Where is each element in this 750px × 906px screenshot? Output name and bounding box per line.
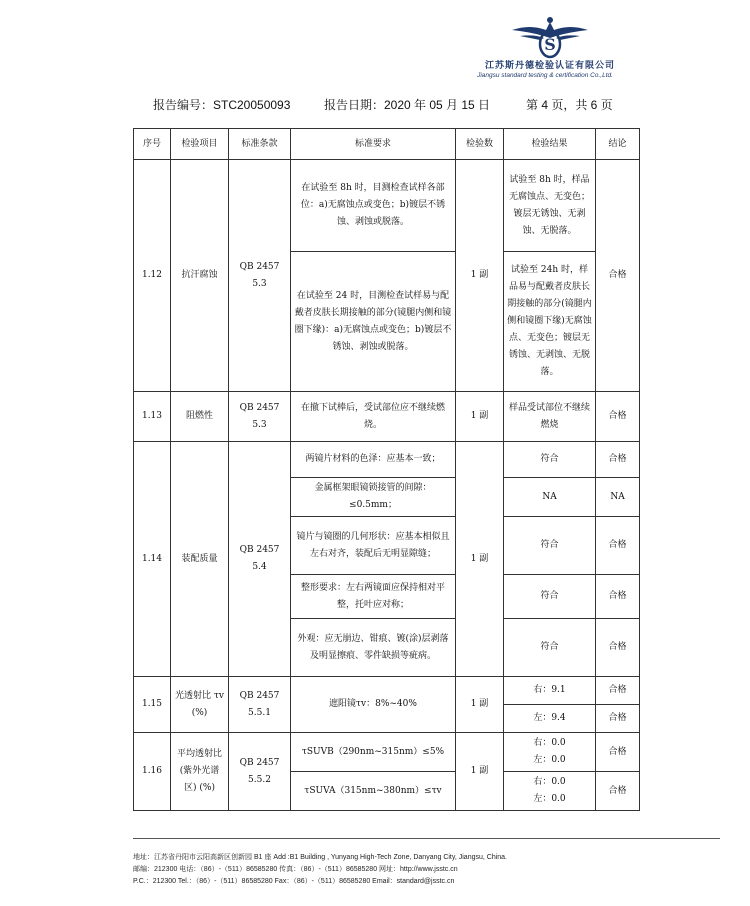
row-result-right: 右：9.1 [504,677,596,705]
row-result: 样品受试部位不继续燃烧 [504,392,596,442]
inspection-table [133,128,640,811]
row-result-left: 左：0.0 [533,755,566,765]
header-conclusion: 结论 [596,129,640,160]
row-conclusion: 合格 [596,733,640,772]
table-row [134,733,640,772]
row-conclusion: 合格 [596,619,640,677]
row-result: 符合 [504,619,596,677]
row-item: 抗汗腐蚀 [171,160,229,392]
eagle-logo-icon [510,8,590,63]
page-number: 第 4 页，共 6 页 [526,98,613,112]
row-no: 1.13 [134,392,171,442]
row-requirement: τSUVA（315nm~380nm）≤τv [291,772,456,811]
header-clause: 标准条款 [229,129,291,160]
row-clause: QB 2457 5.5.2 [229,733,291,811]
row-conclusion: 合格 [596,392,640,442]
row-no: 1.15 [134,677,171,733]
row-requirement: 金属框架眼镜锁接管的间隙：≤0.5mm； [291,478,456,517]
footer-contact-cn: 邮编：212300 电话：（86）-（511）86585280 传真：（86）-（511）86585280 网址：http://www.jsstc.cn [133,866,458,873]
header-count: 检验数 [456,129,504,160]
row-result: 试验至 24h 时，样品易与配戴者皮肤长期接触的部分(镜腿内侧和镜圈下缘)无腐蚀点、无变色；镀层无锈蚀、无剥蚀、无脱落。 [504,252,596,392]
row-item: 阻燃性 [171,392,229,442]
row-item: 装配质量 [171,442,229,677]
row-count: 1 副 [456,442,504,677]
row-result-right: 右：0.0 [533,777,566,787]
footer-address: 地址：江苏省丹阳市云阳高新区创新园 B1 座 Add :B1 Building , Yunyang High-Tech Zone, Danyang City, Jiangsu, China. [133,854,508,861]
row-requirement: 外观：应无崩边、钳痕、镀(涂)层剥落及明显擦痕、零件缺损等疵病。 [291,619,456,677]
row-requirement: 在撤下试棒后，受试部位应不继续燃烧。 [291,392,456,442]
row-result: 试验至 8h 时，样品无腐蚀点、无变色；镀层无锈蚀、无剥蚀、无脱落。 [504,160,596,252]
company-name-en: Jiangsu standard testing & certification Co.,Ltd. [477,72,613,79]
svg-text:S: S [544,35,556,54]
row-conclusion: 合格 [596,160,640,392]
header-item: 检验项目 [171,129,229,160]
table-row [134,442,640,478]
table-row [134,677,640,705]
row-no: 1.16 [134,733,171,811]
row-conclusion: 合格 [596,772,640,811]
row-count: 1 副 [456,160,504,392]
row-result-left: 左：0.0 [533,794,566,804]
row-result [504,733,596,772]
row-result [504,772,596,811]
footer-divider [133,838,720,839]
row-no: 1.14 [134,442,171,677]
row-item: 平均透射比(紫外光谱区) (%) [171,733,229,811]
row-result: NA [504,478,596,517]
header-result: 检验结果 [504,129,596,160]
row-requirement: 在试验至 8h 时，目测检查试样各部位：a)无腐蚀点或变色；b)镀层不锈蚀、剥蚀或脱落。 [291,160,456,252]
row-requirement: 两镜片材料的色泽：应基本一致； [291,442,456,478]
row-item: 光透射比 τv (%) [171,677,229,733]
table-row [134,160,640,252]
row-conclusion: 合格 [596,517,640,575]
row-requirement: 遮阳镜τv：8%~40% [291,677,456,733]
row-requirement: 镜片与镜圈的几何形状：应基本相似且左右对齐，装配后无明显隙缝； [291,517,456,575]
row-conclusion: 合格 [596,442,640,478]
report-date: 报告日期：2020 年 05 月 15 日 [324,98,491,112]
row-no: 1.12 [134,160,171,392]
row-clause: QB 2457 5.5.1 [229,677,291,733]
row-requirement: 在试验至 24 时，目测检查试样易与配戴者皮肤长期接触的部分(镜腿内侧和镜圈下缘)：a)无腐蚀点或变色；b)镀层不锈蚀、剥蚀或脱落。 [291,252,456,392]
row-count: 1 副 [456,677,504,733]
row-requirement: τSUVB（290nm~315nm）≤5% [291,733,456,772]
company-name-cn: 江苏斯丹德检验认证有限公司 [484,61,615,71]
row-result: 符合 [504,575,596,619]
row-conclusion: 合格 [596,705,640,733]
table-row [134,392,640,442]
row-conclusion: 合格 [596,575,640,619]
row-clause: QB 2457 5.3 [229,392,291,442]
report-number: 报告编号：STC20050093 [153,98,291,112]
row-clause: QB 2457 5.3 [229,160,291,392]
row-result-left: 左：9.4 [504,705,596,733]
row-requirement: 整形要求：左右两镜面应保持相对平整，托叶应对称； [291,575,456,619]
row-conclusion: NA [596,478,640,517]
header-no: 序号 [134,129,171,160]
row-result: 符合 [504,442,596,478]
row-count: 1 副 [456,392,504,442]
table-header-row [134,129,640,160]
header-requirement: 标准要求 [291,129,456,160]
row-count: 1 副 [456,733,504,811]
row-conclusion: 合格 [596,677,640,705]
row-result-right: 右：0.0 [533,738,566,748]
row-result: 符合 [504,517,596,575]
footer-contact-en: P.C.：212300 Tel.：（86）-（511）86585280 Fax：（86）-（511）86585280 Email：standard@jsstc.cn [133,878,455,885]
row-clause: QB 2457 5.4 [229,442,291,677]
